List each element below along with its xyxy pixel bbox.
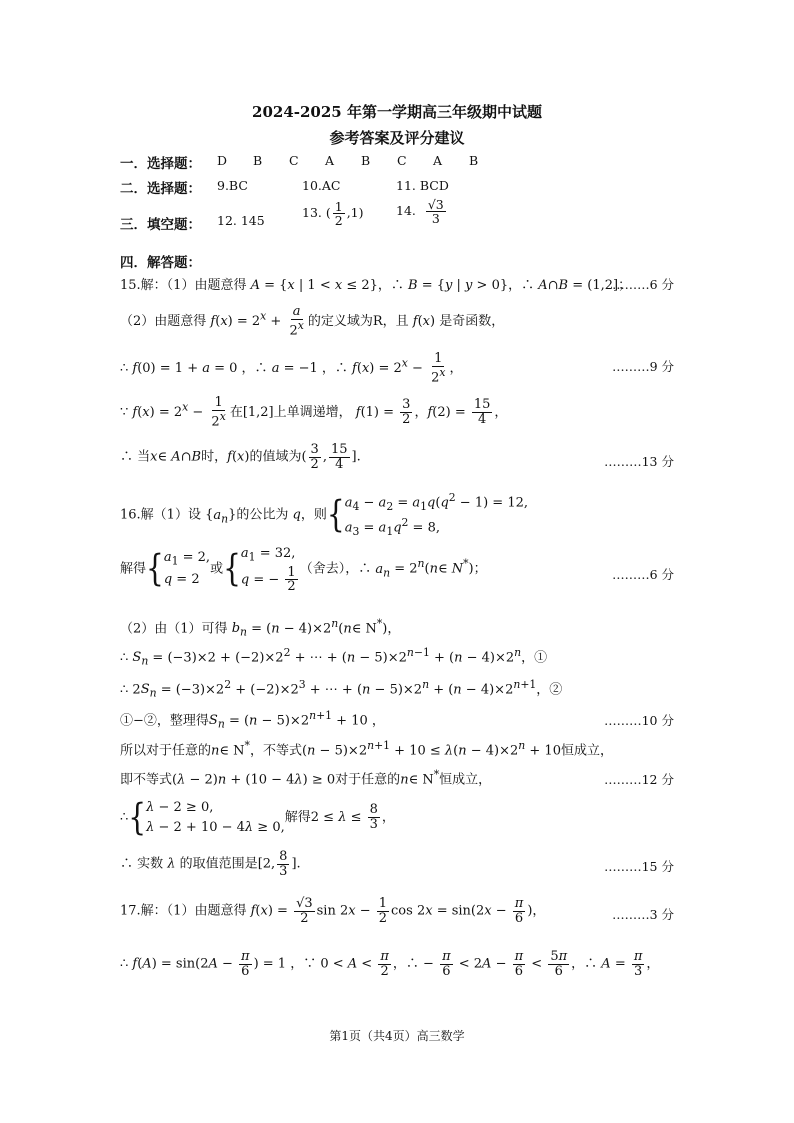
score-q16-2: ………10 分 xyxy=(604,713,674,728)
q15-l5-mid: 时， xyxy=(201,449,228,465)
q16-l8-end: 恒成立， xyxy=(439,772,492,788)
q15-line3: ∴ f(0) = 1 + a = 0 ，∴ a = −1 ，∴ $f(x) = 2^x$ − $\frac{1}{2^x}$ ， xyxy=(120,351,463,385)
sec1-label: 一．选择题： xyxy=(120,156,201,172)
score-q16-4: ………15 分 xyxy=(604,859,674,874)
ans-7: A xyxy=(433,153,443,168)
sec2-ans-11: 11. BCD xyxy=(396,178,449,193)
q17-line1: 17.解：（1）由题意得 f(x) = $\frac{√3}{2}$ sin 2x − $\frac{1}{2}$ cos 2x = sin(2x − $\frac{\pi}{6}$ )， xyxy=(120,896,546,926)
q16-line2: 解得{ $a_1 = 2$, q = 2 或{ $a_1 = 32$, q = − $\frac{1}{2}$ （舍去），∴ $a_n$ = $2^n(n\in$ N*)； xyxy=(120,546,487,595)
sec3-q12: 12. 145 xyxy=(217,213,265,228)
q16-line9: ∴{ λ − 2 ≥ 0, λ − 2 + 10 − 4λ ≥ 0, 解得2 ≤ λ ≤ $\frac{8}{3}$ ， xyxy=(120,795,395,839)
score-q15-1: ………6 分 xyxy=(612,277,674,292)
q15-l2-text: （2）由题意得 xyxy=(120,313,207,329)
q16-line7: 所以对于任意的n∈ N*，不等式$(n - 5)\times 2^{n+1} + 10 \le \lambda(n - 4)\times 2^n + 10$恒成立， xyxy=(120,739,613,759)
q16-l7-end: 恒成立， xyxy=(560,743,613,759)
ans-1: D xyxy=(217,153,228,168)
score-q15-2: ………9 分 xyxy=(612,359,674,374)
ans-4: A xyxy=(325,153,335,168)
sec3-q13: 13. ( $\frac{1}{2}$ ,1) xyxy=(302,199,364,229)
q16-l10-text: ∴ 实数 xyxy=(120,856,164,872)
sec1-answers xyxy=(217,153,478,168)
q16-line10: ∴ 实数 λ 的取值范围是[2, $\frac{8}{3}$ ]. xyxy=(120,849,301,879)
q15-l5-mid2: 的值域为 xyxy=(249,449,302,465)
sec3-label: 三．填空题： xyxy=(120,217,201,233)
q16-l7-text: 所以对于任意的 xyxy=(120,743,212,759)
q16-l2-drop: （舍去）， xyxy=(299,561,359,577)
q16-l10-mid: 的取值范围是 xyxy=(179,856,258,872)
page-footer: 第1页（共4页）高三数学 xyxy=(329,1029,465,1043)
ans-5: B xyxy=(361,153,371,168)
q16-line3: （2）由（1）可得 $b_n = (n$ − $4)\times 2^n(n\in$ N*)， xyxy=(120,617,401,639)
q15-l1-text: 15.解：（1）由题意得 xyxy=(120,278,247,293)
q15-l2-end: 是奇函数， xyxy=(439,313,505,329)
q17-l1-text: 17.解：（1）由题意得 xyxy=(120,903,247,919)
q15-l4-mid: 在[1,2]上单调递增， xyxy=(229,404,352,420)
score-q17-1: ………3 分 xyxy=(612,907,674,922)
q16-l3-text: （2）由（1）可得 xyxy=(120,621,228,637)
q14-number: 14. xyxy=(396,203,416,219)
q16-l1-then: ，则 xyxy=(300,507,327,523)
q16-line5: ∴ $2S_n = (-3)\times 2^2 + (-2)\times 2^3$ + ⋯ + $(n - 5)\times 2^n + (n - 4)\times 2^{n+1}$，② xyxy=(120,678,563,700)
q16-line6: ①−②，整理得$S_n = (n - 5)\times 2^{n+1} + 10$ ， xyxy=(120,709,385,731)
q16-l8-mid: 对于任意的 xyxy=(335,772,401,788)
sec4-label: 四．解答题： xyxy=(120,255,201,271)
title-sub: 参考答案及评分建议 xyxy=(329,129,465,147)
q16-l7-mid: ，不等式 xyxy=(249,743,302,759)
ans-8: B xyxy=(469,153,479,168)
q16-l1-text: 16.解（1）设 xyxy=(120,507,201,523)
score-q15-3: ………13 分 xyxy=(604,454,674,469)
sec2-label: 二．选择题： xyxy=(120,181,201,197)
score-q16-3: ………12 分 xyxy=(604,772,674,787)
q15-line5: ∴ 当x∈ A∩B时，f(x)的值域为( $\frac{3}{2}$ , $\frac{15}{4}$ ]. xyxy=(120,442,361,472)
q16-line8: 即不等式(λ − 2)n + (10 − 4λ) ≥ 0对于任意的n∈ N*恒成立， xyxy=(120,768,492,788)
q16-l1-mid: 的公比为 xyxy=(236,507,289,523)
q16-l8-text: 即不等式 xyxy=(120,772,173,788)
score-q16-1: ………6 分 xyxy=(612,567,674,582)
q16-l9-mid: 解得 xyxy=(284,810,311,825)
q15-line1: 15.解：（1）由题意得 A = {x | 1 < x ≤ 2}，∴ B = {y | y > 0}，∴ A∩B = (1,2]； xyxy=(120,278,632,293)
q16-l2-text: 解得 xyxy=(120,561,147,577)
q13-number: 13. xyxy=(302,205,322,221)
title-main: 2024-2025 年第一学期高三年级期中试题 xyxy=(252,103,542,121)
q15-line4: ∵ $f(x) = 2^x$ − $\frac{1}{2^x}$ 在[1,2]上单调递增， f(1) = $\frac{3}{2}$ ，f(2) = $\frac{15}{4}$ ， xyxy=(120,395,508,429)
ans-6: C xyxy=(397,153,407,168)
q17-line2: ∴ f(A) = sin(2A − $\frac{\pi}{6}$ ) = 1 ，∵ 0 < A < $\frac{\pi}{2}$ ，∴ − $\frac{\pi}{6}$ < 2A − $\frac{\pi}{6}$ < $\frac{5\pi}{6}$ ，∴ A = $\frac{\pi}{3}$ ， xyxy=(120,949,660,979)
ans-2: B xyxy=(253,153,263,168)
q16-line1: 16.解（1）设 $\{a_n\}$的公比为 q，则{ $a_4 - a_2 = a_1q(q^2 - 1) = 12$, $a_3 = a_1q^2 = 8$, xyxy=(120,491,528,539)
q16-line4: ∴ $S_n = (-3)\times 2 + (-2)\times 2^2$ + ⋯ + $(n - 5)\times 2^{n-1} + (n - 4)\times 2^n$，① xyxy=(120,646,548,668)
q16-l6-mid: ，整理得 xyxy=(156,713,209,729)
q15-line2: （2）由题意得 $f(x) = 2^x$ + $\frac{a}{2^x}$ 的定义域为R，且 f(x) 是奇函数， xyxy=(120,304,505,338)
sec3-q14: 14. $\frac{√3}{3}$ xyxy=(396,197,444,227)
sec2-ans-9: 9.BC xyxy=(217,178,248,193)
ans-3: C xyxy=(289,153,299,168)
q15-l2-mid: 的定义域为R，且 xyxy=(307,313,409,329)
q16-l2-or: 或 xyxy=(210,561,224,577)
sec2-ans-10: 10.AC xyxy=(302,178,341,193)
